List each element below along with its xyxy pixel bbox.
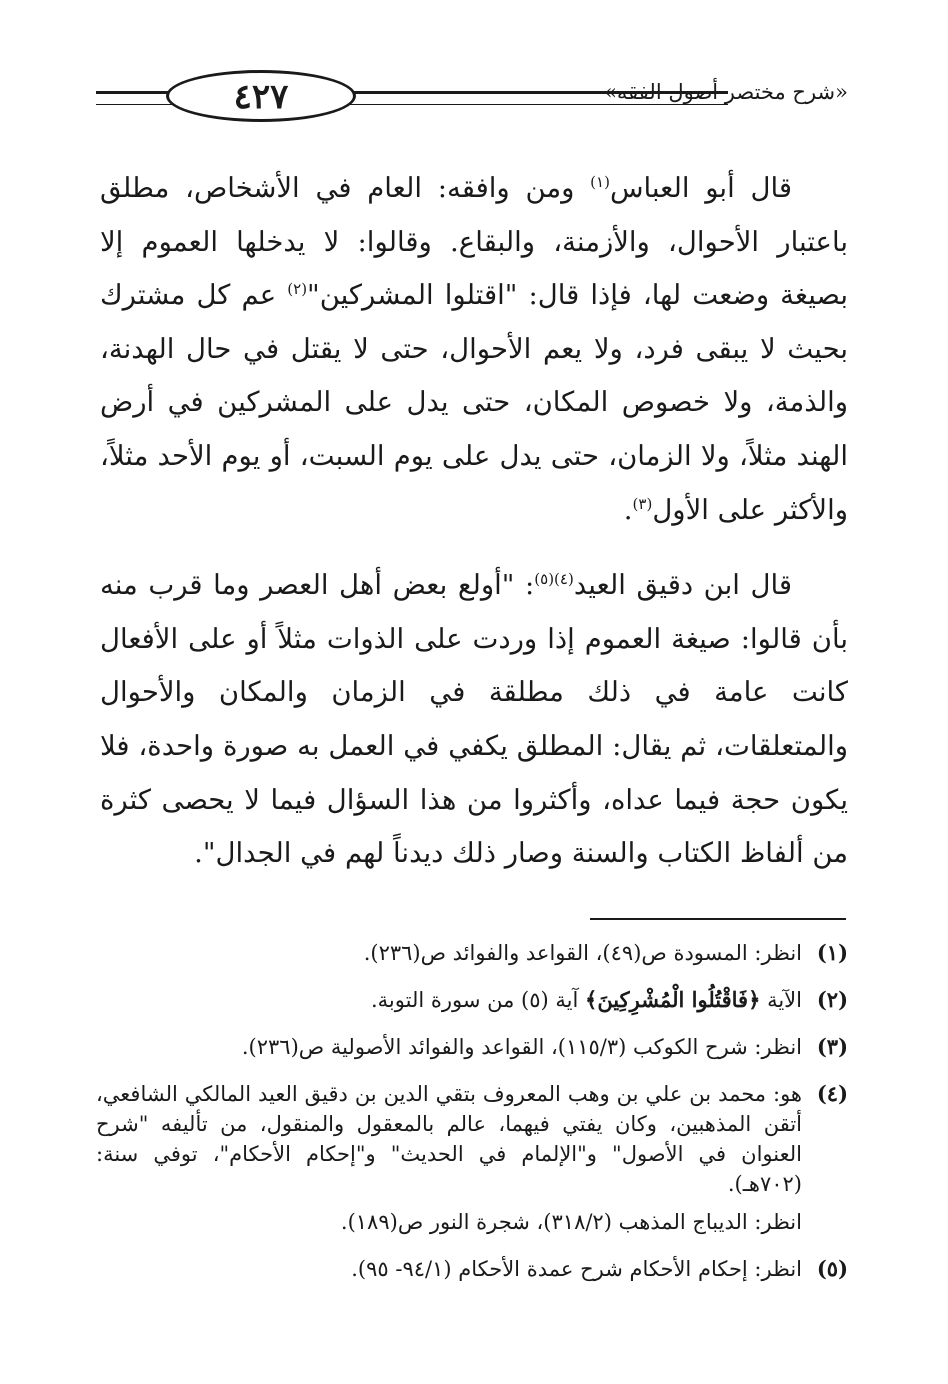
quran-verse: ﴿فَاقْتُلُوا الْمُشْرِكِينَ﴾ [585, 987, 761, 1012]
footnote-2 [96, 985, 848, 1015]
footnote-1 [96, 938, 848, 968]
paragraph-2 [100, 559, 848, 881]
para1-seg: ومن وافقه: العام في الأشخاص، مطلق باعتبار الأحوال، والأزمنة، والبقاع. وقالوا: لا يدخلها العموم إلا بصيغة وضعت لها، فإذا قال: "اقتلوا المشركين" [100, 172, 848, 312]
footnote-text: انظر: المسودة ص(٤٩)، القواعد والفوائد ص(٢٣٦). [363, 941, 802, 965]
footnote-text: هو: محمد بن علي بن وهب المعروف بتقي الدين بن دقيق العيد المالكي الشافعي، أتقن المذهبين، وكان يفتي فيهما، عالم بالمعقول والمنقول، من تأليفه "شرح العنوان في الأصول" و"الإلمام في الحديث" و"إحكام الأحكام"، توفي سنة: (٧٠٢هـ). [96, 1082, 802, 1196]
para1-seg: قال أبو العباس [609, 172, 792, 204]
footnote-text: انظر: شرح الكوكب (١١٥/٣)، القواعد والفوائد الأصولية ص(٢٣٦). [241, 1035, 802, 1059]
footnote-number: (١) [816, 940, 848, 965]
footnote-separator [590, 918, 846, 920]
page-number-oval [166, 70, 356, 122]
footnote-5 [96, 1254, 848, 1284]
footnote-text: الآية [760, 988, 802, 1012]
header-rule-left [96, 91, 176, 105]
page-header [96, 62, 848, 132]
footnote-4 [96, 1079, 848, 1199]
main-text [100, 162, 848, 881]
para1-seg: عم كل مشترك بحيث لا يبقى فرد، ولا يعم الأحوال، حتى لا يقتل في حال الهدنة، والذمة، ولا خصوص المكان، حتى يدل على المشركين في أرض الهند مثلاً، ولا الزمان، حتى يدل على يوم السبت، أو يوم الأحد مثلاً، والأكثر على الأول [100, 279, 848, 526]
para2-seg: : "أولع بعض أهل العصر وما قرب منه بأن قالوا: صيغة العموم إذا وردت على الذوات مثلاً أو على الأفعال كانت عامة في ذلك مطلقة في الزمان والمكان والأحوال والمتعلقات، ثم يقال: المطلق يكفي في العمل به صورة واحدة، فلا يكون حجة فيما عداه، وأكثروا من هذا السؤال فيما لا يحصى كثرة من ألفاظ الكتاب والسنة وصار ذلك ديدناً لهم في الجدال". [100, 569, 848, 870]
footnote-text: آية (٥) من سورة التوبة. [371, 988, 586, 1012]
footnote-ref-4-5: (٤)(٥) [534, 570, 574, 588]
paragraph-1 [100, 162, 848, 537]
para1-seg: . [623, 493, 633, 526]
footnote-3 [96, 1032, 848, 1062]
footnote-text: انظر: إحكام الأحكام شرح عمدة الأحكام (٩٤/١- ٩٥). [351, 1257, 802, 1281]
page-number: ٤٢٧ [233, 77, 289, 117]
footnote-ref-1: (١) [590, 172, 610, 191]
footnote-ref-3: (٣) [632, 494, 653, 513]
footnote-number: (٣) [816, 1034, 848, 1059]
footnote-number: (٢) [816, 987, 848, 1012]
footnote-4-reference: انظر: الديباج المذهب (٣١٨/٢)، شجرة النور ص(١٨٩). [340, 1210, 802, 1234]
footnotes [96, 938, 848, 1301]
footnote-number: (٥) [816, 1256, 848, 1281]
footnote-ref-2: (٢) [287, 280, 308, 299]
book-title: «شرح مختصر أصول الفقه» [604, 80, 848, 104]
para2-seg: قال ابن دقيق العيد [573, 569, 793, 602]
footnote-number: (٤) [816, 1081, 848, 1106]
